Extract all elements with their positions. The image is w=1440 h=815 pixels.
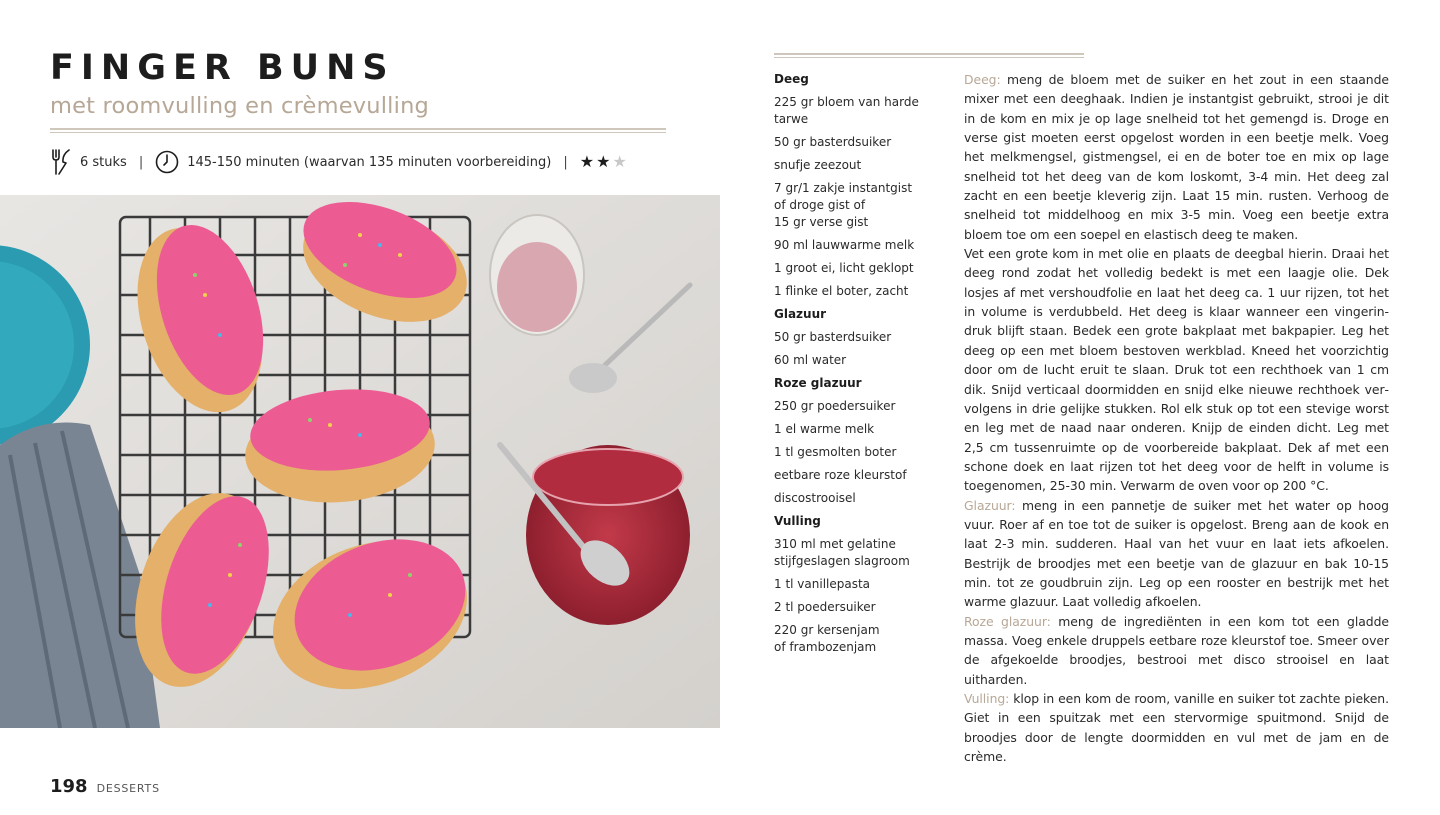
difficulty-rating: [580, 154, 627, 170]
method-step-text: klop in een kom de room, vanille en suiker tot zachte pieken. Giet in een spuitzak met een stervormige spuitmond. Snijd de broodjes door de lengte doormidden en vul met de jam en de crème.: [964, 691, 1389, 765]
ingredient-item: 1 tl gesmolten boter: [774, 445, 897, 459]
fork-knife-icon: [50, 149, 72, 175]
time-text: 145-150 minuten (waarvan 135 minuten voorbereiding): [187, 154, 552, 170]
ingredient-item: 90 ml lauwwarme melk: [774, 238, 915, 252]
ingredient-group-heading: Deeg: [774, 72, 809, 86]
ingredient-item: 1 flinke el boter, zacht: [774, 284, 909, 298]
ingredient-list: [774, 71, 944, 662]
recipe-title: FINGER BUNS: [50, 48, 395, 88]
ingredient-item: discostrooisel: [774, 491, 856, 505]
ingredient-item: 2 tl poedersuiker: [774, 600, 876, 614]
ingredient-group-heading: Glazuur: [774, 307, 827, 321]
ingredient-item: 1 tl vanillepasta: [774, 577, 871, 591]
method-paragraph: [964, 244, 1389, 495]
ingredient-item: 1 el warme melk: [774, 422, 875, 436]
star-icon: ★: [612, 152, 627, 171]
method-step-label: Vulling:: [964, 691, 1010, 706]
ingredient-item: eetbare roze kleurstof: [774, 468, 907, 482]
ingredient-item: 50 gr basterdsuiker: [774, 330, 892, 344]
method-step-text: Vet een grote kom in met olie en plaats de deegbal hierin. Draai het deeg rond zodat het volledig bedekt is met een laagje olie. Dek losjes af met vershoudfolie en laat het deeg ca. 1 uur rijzen, tot het in volume is verdubbeld. Het deeg is klaar wanneer een vingerindruk blijft staan. Bedek een grote bakplaat met bakpapier. Leg het deeg op een met bloem bestoven werkblad. Kneed het voorzichtig door om de lucht eruit te slaan. Druk tot een rechthoek van 1 cm dik. Snijd verticaal doormidden en snijd elke nieuwe rechthoek vervolgens in drie gelijke stukken. Rol elk stuk op tot een stevige worst en leg met de naad naar onderen. Knijp de einden dicht. Leg met 2,5 cm tussenruimte op de voorbereide bakplaat. Dek af met een schone doek en laat rijzen tot het deeg voor de helft in volume is toegenomen, 25-30 min. Verwarm de oven voor op 200 °C.: [964, 246, 1389, 494]
ingredient-item: 1 groot ei, licht geklopt: [774, 261, 914, 275]
ingredient-item: 50 gr basterdsuiker: [774, 135, 892, 149]
servings-text: 6 stuks: [80, 154, 127, 170]
method-step-label: Roze glazuur:: [964, 613, 1051, 629]
page-number: 198: [50, 776, 88, 797]
section-name: DESSERTS: [96, 782, 160, 795]
ingredient-item: 250 gr poedersuiker: [774, 399, 896, 413]
ingredient-item: 7 gr/1 zakje instantgist of droge gist of 15 gr verse gist: [774, 181, 913, 229]
method-paragraph: [964, 70, 1389, 244]
meta-separator: |: [138, 154, 144, 170]
method-step-text: meng de ingrediënten in een kom tot een gladde massa. Voeg enkele druppels eetbare roze kleurstof toe. Smeer over de afgekoelde broodjes, bestrooi met disco strooisel en laat uitharden.: [964, 613, 1389, 687]
ingredient-item: 60 ml water: [774, 353, 847, 367]
finger-buns-photo: [0, 195, 720, 728]
ingredient-item: 220 gr kersenjam of frambozenjam: [774, 623, 880, 654]
method-paragraph: [964, 689, 1389, 766]
method-step-label: Glazuur:: [964, 497, 1016, 513]
recipe-subtitle: met roomvulling en crèmevulling: [50, 93, 430, 119]
ingredient-group-heading: Vulling: [774, 514, 821, 528]
recipe-meta: [50, 148, 627, 176]
right-page-divider: [774, 53, 1084, 58]
method-text: [964, 70, 1389, 766]
star-icon: ★: [579, 152, 595, 171]
method-step-text: meng de bloem met de suiker en het zout in een staande mixer met een deeghaak. Indien je instantgist gebruikt, strooi je dit in de kom en mix je op lage snelheid tot het gemengd is. Droge en verse gist moeten eerst opgelost worden in een beetje melk. Voeg het melkmengsel, gistmengsel, ei en de boter toe en mix op lage snelheid tot het deeg van de kom loskomt, 3-4 min. Het deeg zal zacht en een beetje kleverig zijn. Laat 15 min. rusten. Verhoog de snelheid tot middelhoog en mix 3-5 min. Voeg een beetje extra bloem toe om een soepel en elastisch deeg te maken.: [964, 72, 1389, 242]
method-step-label: Deeg:: [964, 72, 1001, 87]
method-paragraph: [964, 496, 1389, 612]
method-step-text: meng in een pannetje de suiker met het water op hoog vuur. Roer af en toe tot de suiker is opgelost. Breng aan de kook en laat 2-3 min. sudderen. Haal van het vuur en laat iets afkoelen. Bestrijk de broodjes met een beetje van de glazuur en bak 10-15 min. tot ze goudbruin zijn. Leg op een rooster en bestrijk met het warme glazuur. Laat volledig afkoelen.: [964, 497, 1389, 610]
title-divider: [50, 128, 666, 133]
clock-icon: [155, 150, 179, 174]
star-icon: ★: [596, 152, 611, 171]
method-paragraph: [964, 612, 1389, 689]
meta-separator: |: [563, 154, 568, 170]
ingredient-item: 225 gr bloem van harde tarwe: [774, 95, 919, 126]
page-footer: [50, 776, 160, 797]
ingredient-item: 310 ml met gelatine stijfgeslagen slagroom: [774, 537, 910, 568]
ingredient-group-heading: Roze glazuur: [774, 376, 862, 390]
ingredient-item: snufje zeezout: [774, 158, 862, 172]
